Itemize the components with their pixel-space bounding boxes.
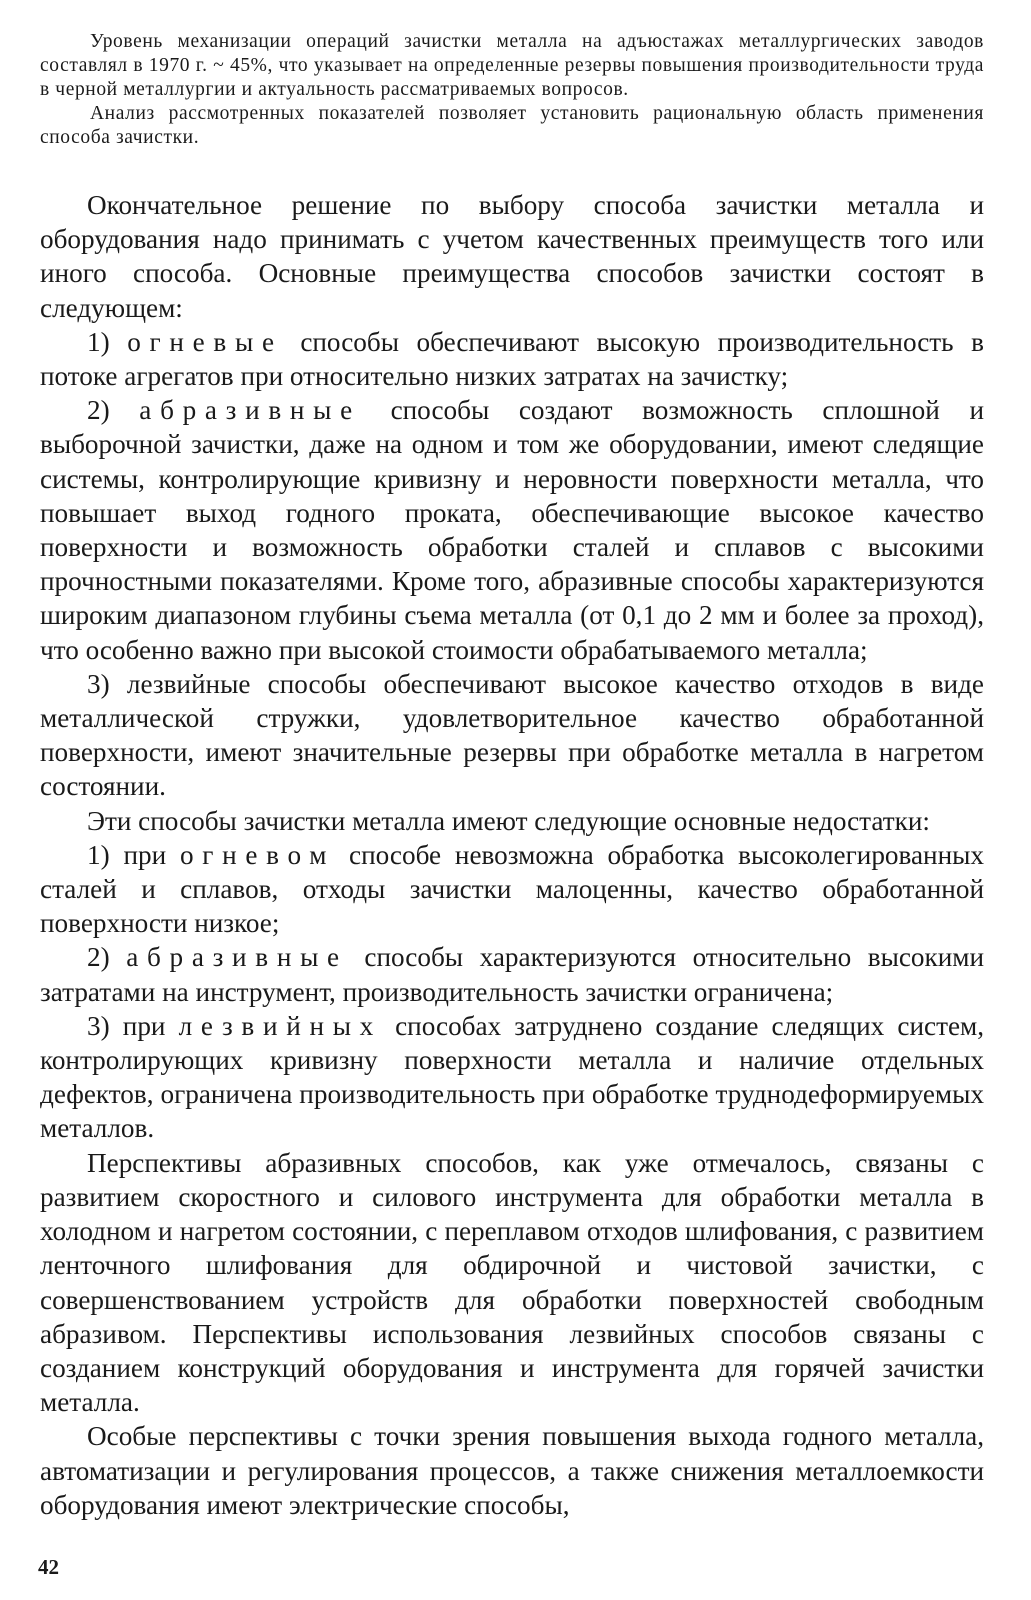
disadvantage-item-blade bbox=[40, 1009, 984, 1146]
item-number: 2) bbox=[87, 942, 110, 973]
perspectives-paragraph: Перспективы абразивных способов, как уже отмечалось, связаны с развитием скоростного и силового инструмента для обработки металла в холодном и нагретом состоянии, с переплавом отходов шлифования, с развитием ленточного шлифования для обдирочной и чистовой зачистки, с совершенствованием устройств для обработки поверхностей свободным абразивом. Перспективы использования лезвийных способов связаны с созданием конструкций оборудования и инструмента для горячей зачистки металла. bbox=[40, 1147, 984, 1418]
item-text: способы характеризуются относительно высокими затратами на инструмент, производительность зачистки ограничена; bbox=[40, 942, 985, 1007]
spaced-keyword: лезвийных bbox=[178, 1010, 382, 1041]
item-number: 3) при bbox=[87, 1010, 166, 1041]
special-perspectives-paragraph: Особые перспективы с точки зрения повышения выхода годного металла, автоматизации и регулирования процессов, а также снижения металлоемкости оборудования имеют электрические способы, bbox=[40, 1421, 984, 1520]
item-text: способы создают возможность сплошной и выборочной зачистки, даже на одном и том же оборудовании, имеют следящие системы, контролирующие кривизну и неровности поверхности металла, что повышает выход годного проката, обеспечивающие высокое качество поверхности и возможность обработки сталей и сплавов с высокими прочностными показателями. Кроме того, абразивные способы характеризуются широким диапазоном глубины съема металла (от 0,1 до 2 мм и более за проход), что особенно важно при высокой стоимости обрабатываемого металла; bbox=[40, 395, 985, 665]
page-number: 42 bbox=[38, 1555, 59, 1579]
disadvantage-item-fire bbox=[40, 838, 984, 941]
advantage-item-fire bbox=[40, 325, 984, 393]
item-number: 1) bbox=[87, 326, 110, 357]
item-number: 2) bbox=[87, 395, 110, 426]
advantage-item-blade: 3) лезвийные способы обеспечивают высокое качество отходов в виде металлической стружки, удовлетворительное качество обработанной поверхности, имеют значительные резервы при обработке металла в нагретом состоянии. bbox=[40, 668, 984, 802]
spaced-keyword: абразивные bbox=[126, 942, 348, 973]
item-text: способах затруднено создание следящих систем, контролирующих кривизну поверхности металла и наличие отдельных дефектов, ограничена производительность при обработке труднодеформируемых металлов. bbox=[40, 1010, 985, 1144]
page-content bbox=[40, 30, 984, 1522]
advantage-item-abrasive bbox=[40, 393, 984, 667]
spaced-keyword: огневом bbox=[179, 839, 336, 870]
spaced-keyword: огневые bbox=[127, 326, 283, 357]
spaced-keyword: абразивные bbox=[139, 395, 361, 426]
disadvantages-intro: Эти способы зачистки металла имеют следующие основные недостатки: bbox=[87, 805, 930, 836]
item-text: способе невозможна обработка высоколегированных сталей и сплавов, отходы зачистки малоценны, качество обработанной поверхности низкое; bbox=[40, 839, 985, 939]
summary-paragraph-mechanization: Уровень механизации операций зачистки металла на адъюстажах металлургических заводов составлял в 1970 г. ~ 45%, что указывает на определенные резервы повышения производительности труда в черной металлургии и актуальность рассматриваемых вопросов. bbox=[40, 31, 984, 100]
summary-block bbox=[40, 30, 984, 150]
disadvantage-item-abrasive bbox=[40, 940, 984, 1008]
item-number: 1) при bbox=[87, 839, 167, 870]
item-text: способы обеспечивают высокую производительность в потоке агрегатов при относительно низких затратах на зачистку; bbox=[40, 326, 985, 392]
summary-paragraph-analysis: Анализ рассмотренных показателей позволяет установить рациональную область применения способа зачистки. bbox=[40, 103, 984, 148]
intro-paragraph: Окончательное решение по выбору способа зачистки металла и оборудования надо принимать с учетом качественных преимуществ того или иного способа. Основные преимущества способов зачистки состоят в следующем: bbox=[40, 190, 984, 323]
main-text bbox=[40, 188, 984, 1522]
